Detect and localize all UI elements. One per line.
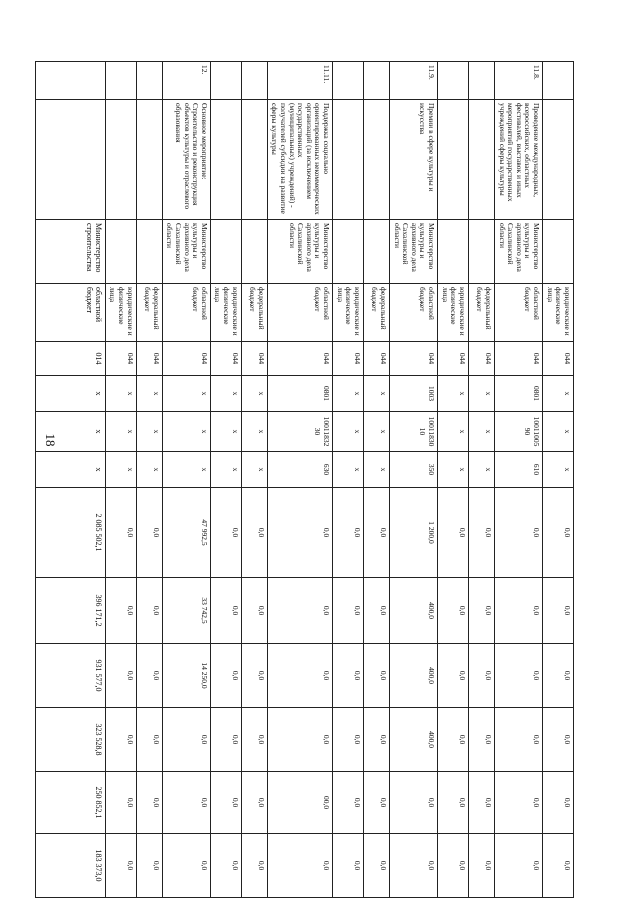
- cell-year-4: 0,0: [390, 772, 438, 834]
- cell-grbs-code: 044: [267, 342, 332, 376]
- cell-executor: Министерство культуры и архивного дела Сахалинской области: [495, 220, 543, 284]
- cell-year-5: 0,0: [469, 834, 495, 898]
- cell-row-number: [469, 62, 495, 100]
- cell-expense-type: x: [543, 452, 574, 488]
- cell-funding-source: областной бюджет: [162, 284, 210, 342]
- cell-year-1: 0,0: [333, 578, 364, 644]
- table-row: [543, 62, 574, 898]
- cell-target-article: x: [469, 412, 495, 452]
- cell-year-1: 0,0: [105, 578, 136, 644]
- cell-expense-type: x: [469, 452, 495, 488]
- cell-target-article: x: [438, 412, 469, 452]
- cell-section-code: x: [469, 376, 495, 412]
- cell-funding-source: федеральный бюджет: [469, 284, 495, 342]
- cell-expense-type: x: [162, 452, 210, 488]
- cell-expense-type: x: [438, 452, 469, 488]
- cell-year-4: 0,0: [210, 772, 241, 834]
- cell-year-3: 0,0: [136, 708, 162, 772]
- cell-year-1: 0,0: [543, 578, 574, 644]
- cell-executor: [333, 220, 364, 284]
- cell-funding-source: областной бюджет: [267, 284, 332, 342]
- cell-executor: [364, 220, 390, 284]
- cell-total: 0,0: [364, 488, 390, 578]
- table-row: [495, 62, 543, 898]
- cell-total: 0,0: [267, 488, 332, 578]
- cell-grbs-code: 014: [35, 342, 105, 376]
- cell-event-name: [543, 100, 574, 220]
- cell-year-5: 0,0: [210, 834, 241, 898]
- cell-row-number: 11.9.: [390, 62, 438, 100]
- cell-total: 2 085 502,1: [35, 488, 105, 578]
- cell-executor: Министерство строительства: [35, 220, 105, 284]
- cell-row-number: [35, 62, 105, 100]
- cell-grbs-code: 044: [333, 342, 364, 376]
- cell-year-3: 0,0: [543, 708, 574, 772]
- cell-event-name: [364, 100, 390, 220]
- cell-funding-source: юридические и физические лица: [543, 284, 574, 342]
- cell-expense-type: x: [333, 452, 364, 488]
- cell-year-1: 396 171,2: [35, 578, 105, 644]
- cell-section-code: 0801: [495, 376, 543, 412]
- budget-table: [35, 61, 574, 898]
- cell-year-5: 0,0: [543, 834, 574, 898]
- cell-total: 47 992,5: [162, 488, 210, 578]
- cell-grbs-code: 044: [136, 342, 162, 376]
- cell-event-name: Основное мероприятие: Строительство и реконструкция объектов культуры и отраслевого образования: [162, 100, 210, 220]
- cell-target-article: 10011005 90: [495, 412, 543, 452]
- cell-event-name: [35, 100, 105, 220]
- table-row: [333, 62, 364, 898]
- cell-target-article: x: [136, 412, 162, 452]
- cell-year-3: 323 528,8: [35, 708, 105, 772]
- cell-expense-type: x: [105, 452, 136, 488]
- table-row: [438, 62, 469, 898]
- cell-year-3: 0,0: [267, 708, 332, 772]
- cell-total: 0,0: [210, 488, 241, 578]
- cell-year-2: 0,0: [136, 644, 162, 708]
- cell-target-article: x: [543, 412, 574, 452]
- cell-year-2: 0,0: [364, 644, 390, 708]
- cell-section-code: x: [136, 376, 162, 412]
- cell-year-4: 00,0: [267, 772, 332, 834]
- table-row: [162, 62, 210, 898]
- cell-expense-type: x: [364, 452, 390, 488]
- cell-year-5: 0,0: [495, 834, 543, 898]
- cell-year-1: 0,0: [210, 578, 241, 644]
- cell-section-code: x: [210, 376, 241, 412]
- cell-year-5: 0,0: [241, 834, 267, 898]
- cell-year-5: 0,0: [267, 834, 332, 898]
- cell-grbs-code: 044: [469, 342, 495, 376]
- cell-target-article: x: [241, 412, 267, 452]
- cell-executor: [210, 220, 241, 284]
- cell-year-4: 250 852,1: [35, 772, 105, 834]
- cell-grbs-code: 044: [210, 342, 241, 376]
- cell-year-2: 0,0: [241, 644, 267, 708]
- cell-total: 0,0: [333, 488, 364, 578]
- cell-section-code: x: [162, 376, 210, 412]
- table-row: [136, 62, 162, 898]
- cell-total: 1 200,0: [390, 488, 438, 578]
- cell-executor: [469, 220, 495, 284]
- cell-event-name: Премии в сфере культуры и искусства: [390, 100, 438, 220]
- cell-year-2: 400,0: [390, 644, 438, 708]
- cell-grbs-code: 044: [495, 342, 543, 376]
- cell-funding-source: федеральный бюджет: [364, 284, 390, 342]
- cell-section-code: 0801: [267, 376, 332, 412]
- cell-expense-type: x: [35, 452, 105, 488]
- cell-year-3: 0,0: [469, 708, 495, 772]
- cell-executor: [241, 220, 267, 284]
- cell-section-code: x: [333, 376, 364, 412]
- cell-year-5: 0,0: [390, 834, 438, 898]
- cell-year-4: 0,0: [241, 772, 267, 834]
- cell-year-3: 0,0: [241, 708, 267, 772]
- cell-section-code: x: [241, 376, 267, 412]
- cell-executor: [136, 220, 162, 284]
- cell-year-1: 0,0: [495, 578, 543, 644]
- cell-grbs-code: 044: [105, 342, 136, 376]
- cell-row-number: [105, 62, 136, 100]
- cell-event-name: [105, 100, 136, 220]
- cell-year-3: 400,0: [390, 708, 438, 772]
- cell-grbs-code: 044: [241, 342, 267, 376]
- cell-total: 0,0: [241, 488, 267, 578]
- cell-event-name: [333, 100, 364, 220]
- cell-total: 0,0: [105, 488, 136, 578]
- cell-executor: [438, 220, 469, 284]
- cell-year-5: 0,0: [333, 834, 364, 898]
- cell-executor: [543, 220, 574, 284]
- cell-year-4: 0,0: [333, 772, 364, 834]
- cell-grbs-code: 044: [438, 342, 469, 376]
- cell-year-5: 0,0: [438, 834, 469, 898]
- cell-year-4: 0,0: [136, 772, 162, 834]
- cell-section-code: x: [35, 376, 105, 412]
- cell-executor: Министерство культуры и архивного дела Сахалинской области: [390, 220, 438, 284]
- table-row: [105, 62, 136, 898]
- cell-section-code: 1003: [390, 376, 438, 412]
- cell-section-code: x: [543, 376, 574, 412]
- cell-event-name: Поддержка социально ориентированных некоммерческих организаций (за исключением государственных (муниципальных) учреждений) - получателей субсидии на развитие сферы культуры: [267, 100, 332, 220]
- cell-row-number: [241, 62, 267, 100]
- table-row: [469, 62, 495, 898]
- cell-year-1: 0,0: [438, 578, 469, 644]
- cell-year-5: 0,0: [105, 834, 136, 898]
- cell-funding-source: федеральный бюджет: [136, 284, 162, 342]
- cell-year-4: 0,0: [543, 772, 574, 834]
- cell-grbs-code: 044: [390, 342, 438, 376]
- cell-event-name: [210, 100, 241, 220]
- table-row: [390, 62, 438, 898]
- cell-year-2: 0,0: [267, 644, 332, 708]
- cell-year-4: 0,0: [162, 772, 210, 834]
- cell-event-name: [469, 100, 495, 220]
- cell-expense-type: x: [136, 452, 162, 488]
- cell-year-3: 0,0: [333, 708, 364, 772]
- cell-row-number: [136, 62, 162, 100]
- cell-year-2: 0,0: [495, 644, 543, 708]
- cell-year-2: 0,0: [105, 644, 136, 708]
- cell-year-1: 400,0: [390, 578, 438, 644]
- cell-year-3: 0,0: [105, 708, 136, 772]
- cell-row-number: 11.11.: [267, 62, 332, 100]
- cell-grbs-code: 044: [364, 342, 390, 376]
- cell-section-code: x: [438, 376, 469, 412]
- cell-expense-type: x: [210, 452, 241, 488]
- rotated-page: [84, 61, 574, 897]
- cell-target-article: x: [364, 412, 390, 452]
- cell-target-article: 10011832 30: [267, 412, 332, 452]
- cell-year-4: 0,0: [438, 772, 469, 834]
- cell-executor: [105, 220, 136, 284]
- cell-funding-source: областной бюджет: [390, 284, 438, 342]
- cell-year-3: 0,0: [438, 708, 469, 772]
- cell-year-4: 0,0: [364, 772, 390, 834]
- cell-year-4: 0,0: [495, 772, 543, 834]
- cell-funding-source: юридические и физические лица: [333, 284, 364, 342]
- cell-year-3: 0,0: [210, 708, 241, 772]
- cell-year-4: 0,0: [105, 772, 136, 834]
- cell-event-name: [136, 100, 162, 220]
- cell-funding-source: федеральный бюджет: [241, 284, 267, 342]
- cell-year-5: 183 373,0: [35, 834, 105, 898]
- cell-funding-source: областной бюджет: [495, 284, 543, 342]
- cell-section-code: x: [364, 376, 390, 412]
- cell-target-article: x: [162, 412, 210, 452]
- table-row: [364, 62, 390, 898]
- cell-year-1: 0,0: [241, 578, 267, 644]
- cell-target-article: x: [35, 412, 105, 452]
- cell-total: 0,0: [136, 488, 162, 578]
- cell-year-2: 931 577,0: [35, 644, 105, 708]
- cell-year-1: 0,0: [469, 578, 495, 644]
- cell-section-code: x: [105, 376, 136, 412]
- cell-year-2: 0,0: [333, 644, 364, 708]
- cell-event-name: [438, 100, 469, 220]
- cell-total: 0,0: [495, 488, 543, 578]
- table-row: [241, 62, 267, 898]
- cell-year-2: 0,0: [438, 644, 469, 708]
- cell-event-name: [241, 100, 267, 220]
- cell-expense-type: 630: [267, 452, 332, 488]
- cell-year-3: 0,0: [162, 708, 210, 772]
- cell-year-2: 0,0: [469, 644, 495, 708]
- cell-target-article: x: [105, 412, 136, 452]
- cell-expense-type: 350: [390, 452, 438, 488]
- cell-year-1: 0,0: [364, 578, 390, 644]
- cell-grbs-code: 044: [543, 342, 574, 376]
- cell-target-article: x: [333, 412, 364, 452]
- cell-expense-type: 610: [495, 452, 543, 488]
- cell-row-number: [210, 62, 241, 100]
- cell-event-name: Проведение международных, всероссийских, областных фестивалей, выставок и иных мероприятий государственных учреждений сферы культуры: [495, 100, 543, 220]
- cell-target-article: x: [210, 412, 241, 452]
- cell-year-3: 0,0: [364, 708, 390, 772]
- cell-funding-source: областной бюджет: [35, 284, 105, 342]
- cell-row-number: [333, 62, 364, 100]
- cell-executor: Министерство культуры и архивного дела Сахалинской области: [162, 220, 210, 284]
- cell-expense-type: x: [241, 452, 267, 488]
- cell-year-5: 0,0: [162, 834, 210, 898]
- page-number: 18: [43, 433, 58, 447]
- cell-funding-source: юридические и физические лица: [105, 284, 136, 342]
- cell-funding-source: юридические и физические лица: [438, 284, 469, 342]
- cell-row-number: [438, 62, 469, 100]
- cell-year-4: 0,0: [469, 772, 495, 834]
- cell-total: 0,0: [469, 488, 495, 578]
- cell-year-1: 33 742,5: [162, 578, 210, 644]
- cell-row-number: [543, 62, 574, 100]
- table-row: [267, 62, 332, 898]
- cell-row-number: 11.8.: [495, 62, 543, 100]
- cell-total: 0,0: [438, 488, 469, 578]
- cell-year-5: 0,0: [136, 834, 162, 898]
- cell-grbs-code: 044: [162, 342, 210, 376]
- table-row: [35, 62, 105, 898]
- cell-target-article: 10011830 10: [390, 412, 438, 452]
- cell-year-2: 0,0: [210, 644, 241, 708]
- cell-funding-source: юридические и физические лица: [210, 284, 241, 342]
- cell-total: 0,0: [543, 488, 574, 578]
- cell-year-2: 0,0: [543, 644, 574, 708]
- cell-executor: Министерство культуры и архивного дела Сахалинской области: [267, 220, 332, 284]
- cell-row-number: [364, 62, 390, 100]
- cell-year-5: 0,0: [364, 834, 390, 898]
- cell-year-3: 0,0: [495, 708, 543, 772]
- cell-row-number: 12.: [162, 62, 210, 100]
- cell-year-1: 0,0: [267, 578, 332, 644]
- cell-year-2: 14 250,0: [162, 644, 210, 708]
- cell-year-1: 0,0: [136, 578, 162, 644]
- table-row: [210, 62, 241, 898]
